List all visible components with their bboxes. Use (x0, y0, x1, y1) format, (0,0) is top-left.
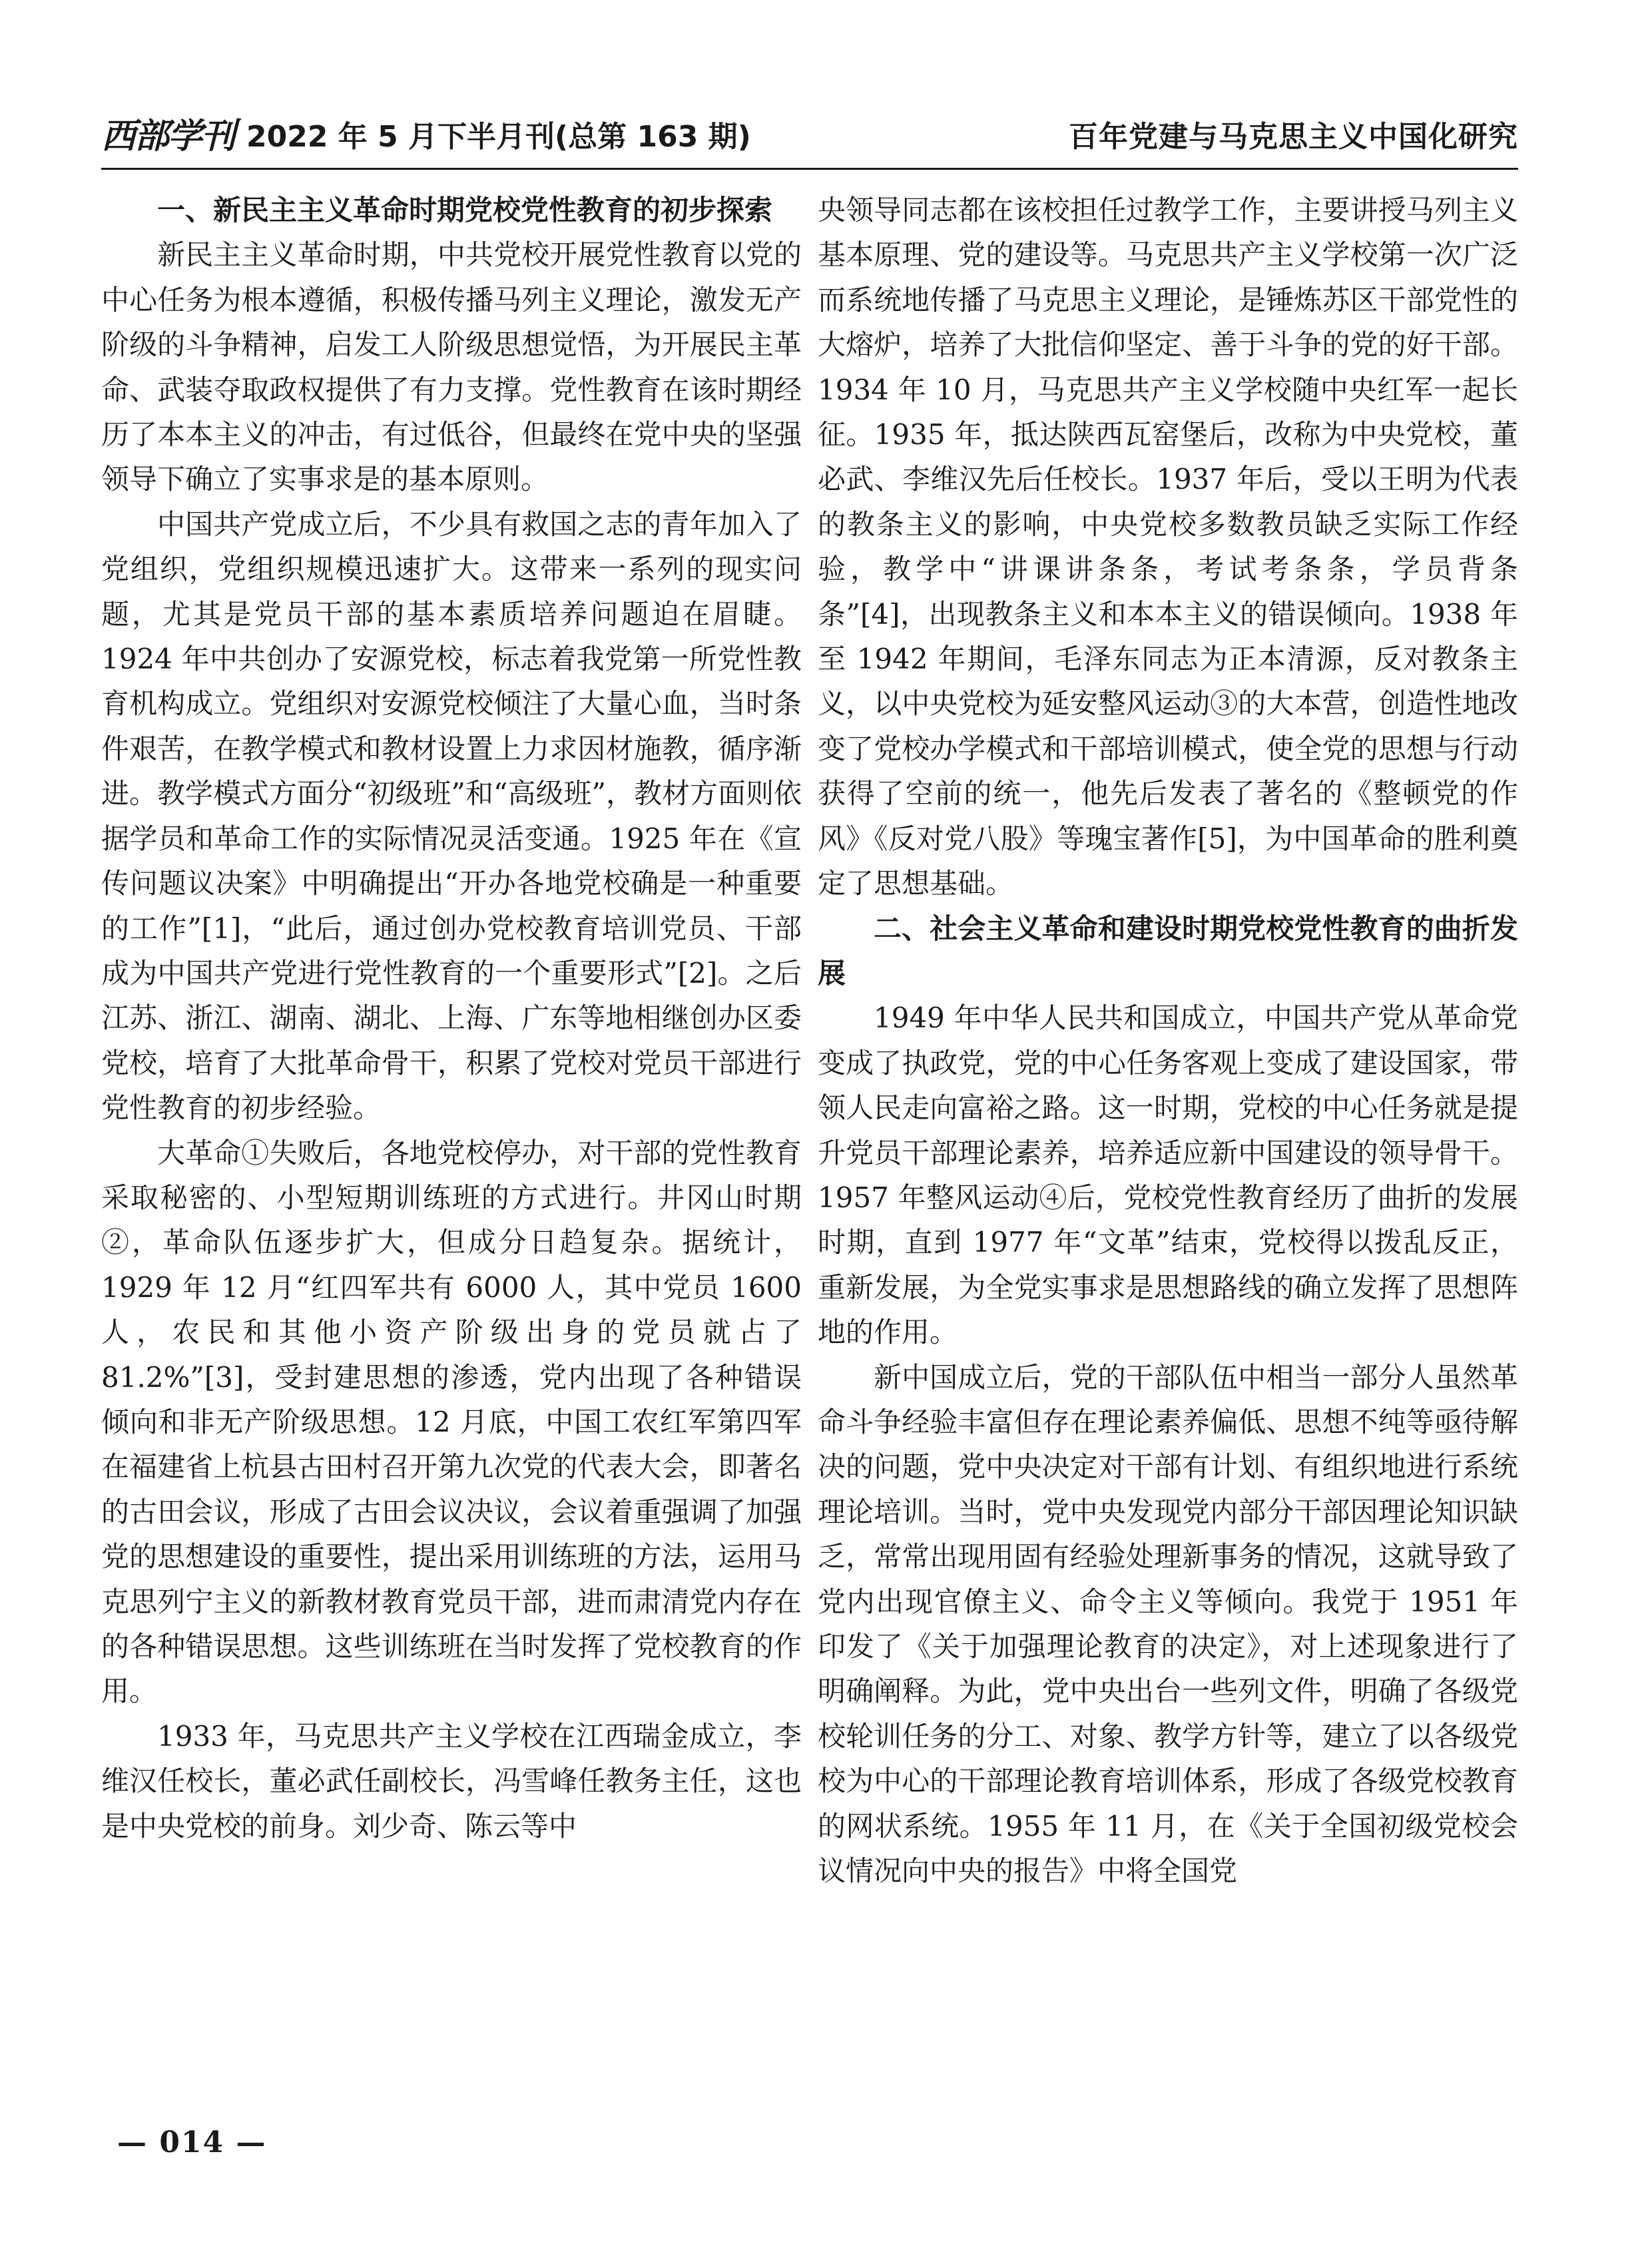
left-column (101, 188, 802, 2092)
paragraph-continued: 央领导同志都在该校担任过教学工作，主要讲授马列主义基本原理、党的建设等。马克思共产主义学校第一次广泛而系统地传播了马克思主义理论，是锤炼苏区干部党性的大熔炉，培养了大批信仰坚定、善于斗争的党的好干部。1934 年 10 月，马克思共产主义学校随中央红军一起长征。1935 年，抵达陕西瓦窑堡后，改称为中央党校，董必武、李维汉先后任校长。1937 年后，受以王明为代表的教条主义的影响，中央党校多数教员缺乏实际工作经验，教学中“讲课讲条条，考试考条条，学员背条条”[4]，出现教条主义和本本主义的错误倾向。1938 年至 1942 年期间，毛泽东同志为正本清源，反对教条主义，以中央党校为延安整风运动③的大本营，创造性地改变了党校办学模式和干部培训模式，使全党的思想与行动获得了空前的统一，他先后发表了著名的《整顿党的作风》《反对党八股》等瑰宝著作[5]，为中国革命的胜利奠定了思想基础。 (818, 194, 1518, 900)
paragraph: 1949 年中华人民共和国成立，中国共产党从革命党变成了执政党，党的中心任务客观上变成了建设国家，带领人民走向富裕之路。这一时期，党校的中心任务就是提升党员干部理论素养，培养适应新中国建设的领导骨干。1957 年整风运动④后，党校党性教育经历了曲折的发展时期，直到 1977 年“文革”结束，党校得以拨乱反正，重新发展，为全党实事求是思想路线的确立发挥了思想阵地的作用。 (818, 1001, 1518, 1349)
column-title: 百年党建与马克思主义中国化研究 (1069, 120, 1518, 154)
paragraph: 新中国成立后，党的干部队伍中相当一部分人虽然革命斗争经验丰富但存在理论素养偏低、思想不纯等亟待解决的问题，党中央决定对干部有计划、有组织地进行系统理论培训。当时，党中央发现党内部分干部因理论知识缺乏，常常出现用固有经验处理新事务的情况，这就导致了党内出现官僚主义、命令主义等倾向。我党于 1951 年印发了《关于加强理论教育的决定》，对上述现象进行了明确阐释。为此，党中央出台一些列文件，明确了各级党校轮训任务的分工、对象、教学方针等，建立了以各级党校为中心的干部理论教育培训体系，形成了各级党校教育的网状系统。1955 年 11 月，在《关于全国初级党校会议情况向中央的报告》中将全国党 (818, 1360, 1518, 1888)
section-heading-2: 二、社会主义革命和建设时期党校党性教育的曲折发展 (818, 912, 1518, 989)
right-column (818, 188, 1518, 2092)
paragraph: 1933 年，马克思共产主义学校在江西瑞金成立，李维汉任校长，董必武任副校长，冯雪峰任教务主任，这也是中央党校的前身。刘少奇、陈云等中 (101, 1719, 802, 1842)
page-number: — 014 — (117, 2125, 267, 2159)
paragraph: 大革命①失败后，各地党校停办，对干部的党性教育采取秘密的、小型短期训练班的方式进行。井冈山时期②，革命队伍逐步扩大，但成分日趋复杂。据统计，1929 年 12 月“红四军共有 6000 人，其中党员 1600 人，农民和其他小资产阶级出身的党员就占了 81.2%”[3]，受封建思想的渗透，党内出现了各种错误倾向和非无产阶级思想。12 月底，中国工农红军第四军在福建省上杭县古田村召开第九次党的代表大会，即著名的古田会议，形成了古田会议决议，会议着重强调了加强党的思想建设的重要性，提出采用训练班的方法，运用马克思列宁主义的新教材教育党员干部，进而肃清党内存在的各种错误思想。这些训练班在当时发挥了党校教育的作用。 (101, 1136, 802, 1708)
page-header (101, 112, 1518, 164)
journal-logo: 西部学刊 (101, 116, 235, 156)
header-rule (101, 168, 1518, 170)
journal-issue: 2022 年 5 月下半月刊(总第 163 期) (246, 120, 751, 154)
section-heading-1: 一、新民主主义革命时期党校党性教育的初步探索 (157, 194, 773, 226)
paragraph: 中国共产党成立后，不少具有救国之志的青年加入了党组织，党组织规模迅速扩大。这带来一系列的现实问题，尤其是党员干部的基本素质培养问题迫在眉睫。1924 年中共创办了安源党校，标志着我党第一所党性教育机构成立。党组织对安源党校倾注了大量心血，当时条件艰苦，在教学模式和教材设置上力求因材施教，循序渐进。教学模式方面分“初级班”和“高级班”，教材方面则依据学员和革命工作的实际情况灵活变通。1925 年在《宣传问题议决案》中明确提出“开办各地党校确是一种重要的工作”[1]，“此后，通过创办党校教育培训党员、干部成为中国共产党进行党性教育的一个重要形式”[2]。之后江苏、浙江、湖南、湖北、上海、广东等地相继创办区委党校，培育了大批革命骨干，积累了党校对党员干部进行党性教育的初步经验。 (101, 507, 802, 1125)
paragraph: 新民主主义革命时期，中共党校开展党性教育以党的中心任务为根本遵循，积极传播马列主义理论，激发无产阶级的斗争精神，启发工人阶级思想觉悟，为开展民主革命、武装夺取政权提供了有力支撑。党性教育在该时期经历了本本主义的冲击，有过低谷，但最终在党中央的坚强领导下确立了实事求是的基本原则。 (101, 238, 802, 496)
